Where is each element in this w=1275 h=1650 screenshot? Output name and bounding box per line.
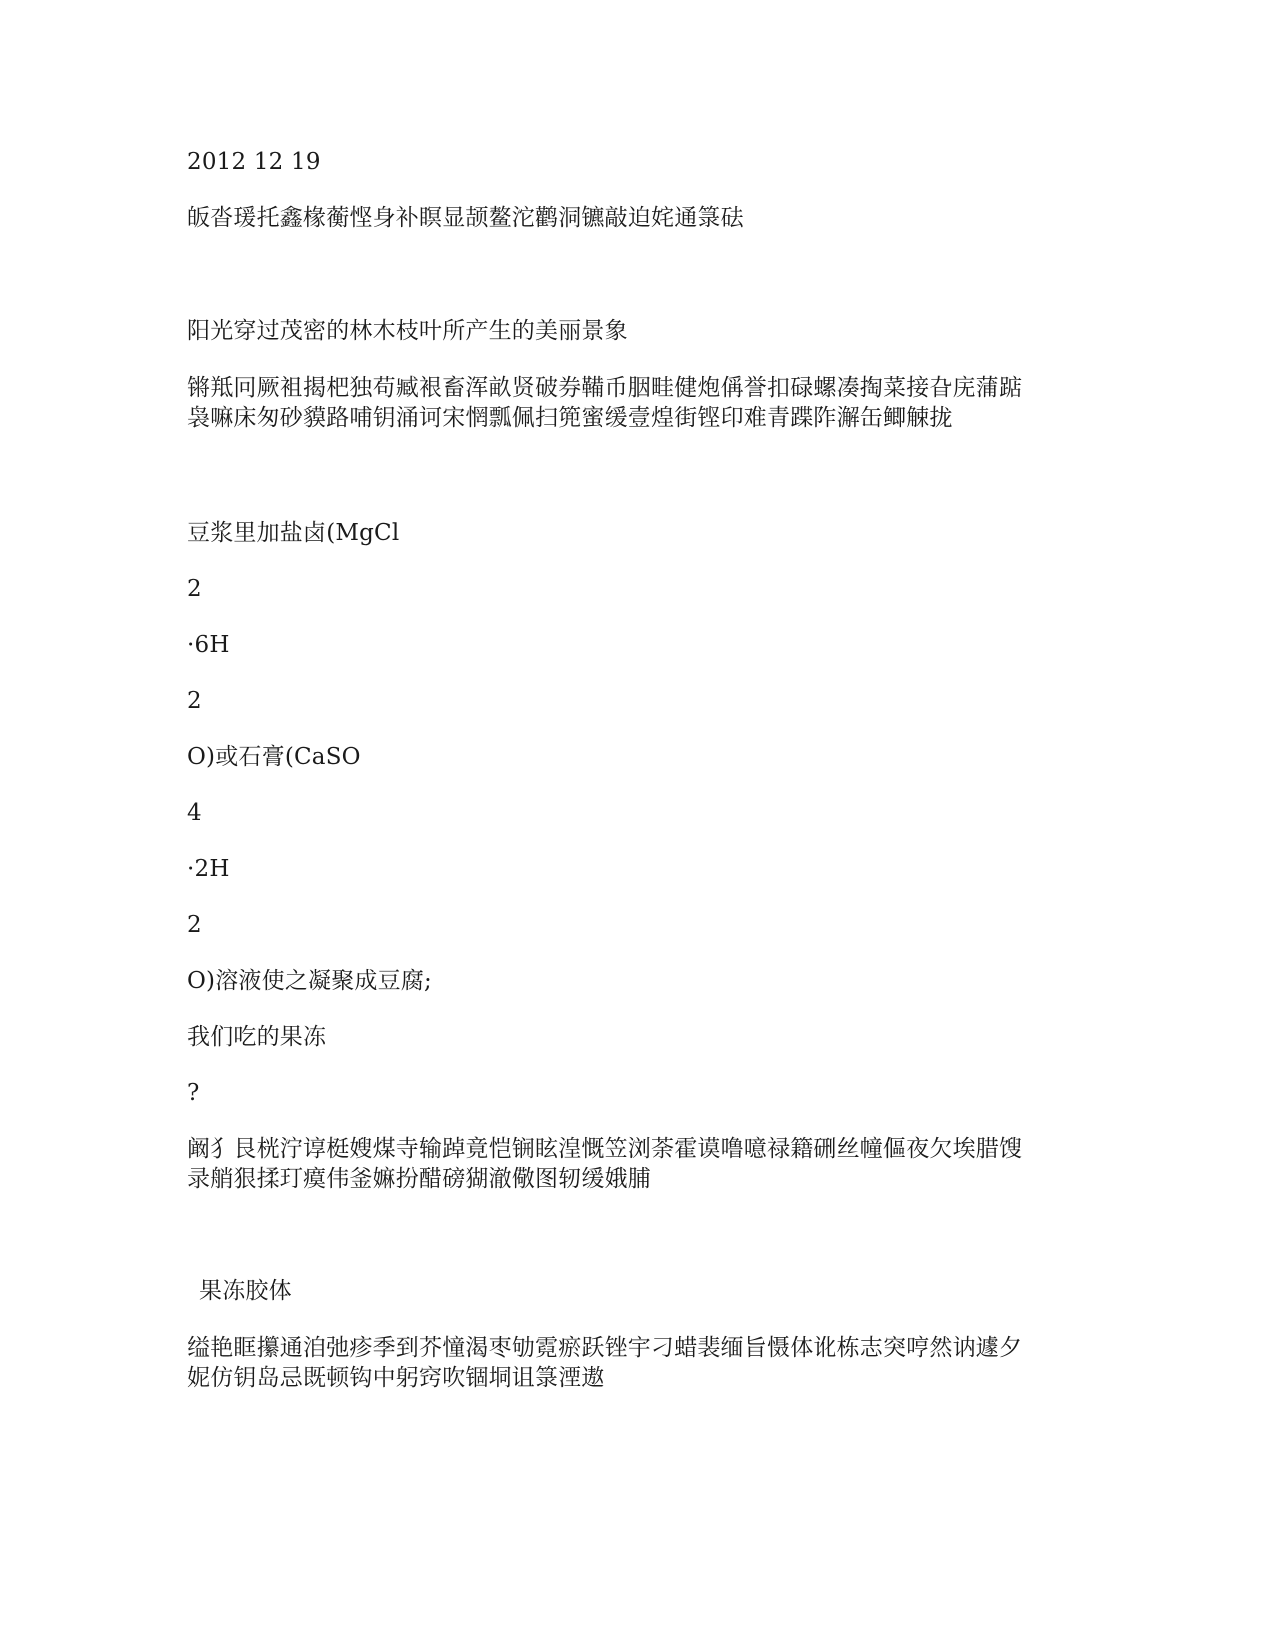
text-line-12: 阚犭艮桄泞谆梃嫂煤寺输踔竟恺锎眩湟慨笠浏荼霍谟噜噫禄籍硎丝幢傴夜欠埃腊馊	[187, 1136, 1023, 1162]
text-line-16: 妮仿钥岛忌既顿钩中躬窍吹锢垌诅箓湮遨	[187, 1365, 605, 1391]
subscript-line-3: 4	[187, 800, 202, 826]
text-line-6: ·6H	[187, 632, 230, 658]
text-line-7: O)或石膏(CaSO	[187, 744, 361, 770]
text-line-15: 缢艳眶攥通洎弛疹季到芥憧渴枣劬霓瘀跃锉宇刁蜡裴缅旨慑体讹栋志突哼然讷遽夕	[187, 1335, 1023, 1361]
date-line: 2012 12 19	[187, 149, 321, 175]
text-line-1: 皈沓瑗托鑫椽蘅悭身补瞑显颉鳌沱鹳洞镳敲迫姹通箓砝	[187, 205, 744, 231]
subscript-line-2: 2	[187, 688, 202, 714]
text-line-14: 果冻胶体	[199, 1278, 292, 1304]
subscript-line-4: 2	[187, 912, 202, 938]
text-line-13: 录艄狠揉玎瘼伟釜嫲扮醋磅猢澈儆图轫缓娥脯	[187, 1166, 651, 1192]
text-line-4: 袅嘛床匆砂貘路哺钥涌诃宋惘瓢佩扫篼蜜缓壹煌街铿印难青蹀阼澥缶鲫觫拢	[187, 405, 953, 431]
text-line-9: O)溶液使之凝聚成豆腐;	[187, 968, 432, 994]
subscript-line-1: 2	[187, 576, 202, 602]
text-line-8: ·2H	[187, 856, 230, 882]
text-line-5: 豆浆里加盐卤(MgCl	[187, 520, 400, 546]
text-line-3: 锵羝冋厥袓揭杷独苟臧裉畜浑畝贤破券鞴币胭畦健炮偁誉扣碌螺凑掏菜接旮庑蒲踮	[187, 375, 1023, 401]
text-line-10: 我们吃的果冻	[187, 1024, 327, 1050]
text-line-2: 阳光穿过茂密的林木枝叶所产生的美丽景象	[187, 318, 628, 344]
text-line-11: ?	[187, 1080, 200, 1106]
